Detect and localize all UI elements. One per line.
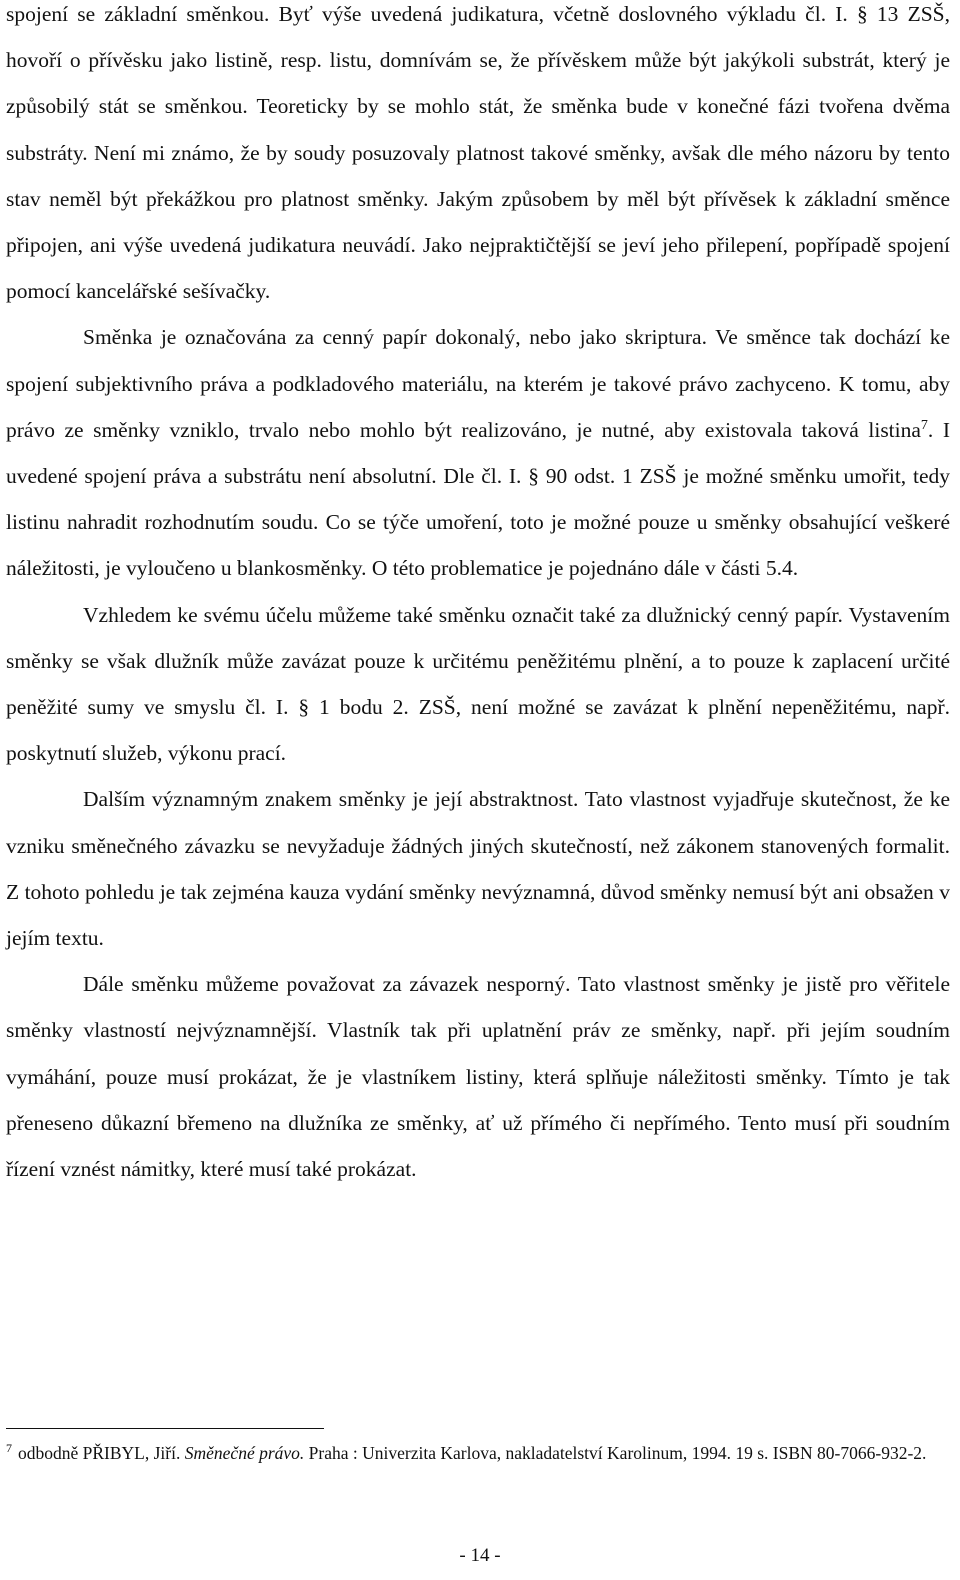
footnote bbox=[6, 1440, 950, 1467]
footnote-reference[interactable]: 7 bbox=[920, 417, 928, 433]
paragraph-1 bbox=[6, 0, 950, 314]
page-number: - 14 - bbox=[459, 1545, 501, 1566]
paragraph-5-text: Dále směnku můžeme považovat za závazek nesporný. Tato vlastnost směnky je jistě pro věřitele směnky vlastností nejvýznamnější. Vlastník tak při uplatnění práv ze směnky, např. při jejím soudním vymáhání, pouze musí prokázat, že je vlastníkem listiny, která splňuje náležitosti směnky. Tímto je tak přeneseno důkazní břemeno na dlužníka ze směnky, ať už přímého či nepřímého. Tento musí při soudním řízení vznést námitky, které musí také prokázat. bbox=[6, 972, 950, 1182]
footnote-number: 7 bbox=[6, 1441, 12, 1455]
paragraph-3 bbox=[6, 592, 950, 777]
paragraph-4-text: Dalším významným znakem směnky je její abstraktnost. Tato vlastnost vyjadřuje skutečnost, že ke vzniku směnečného závazku se nevyžaduje žádných jiných skutečností, než zákonem stanovených formalit. Z tohoto pohledu je tak zejména kauza vydání směnky nevýznamná, důvod směnky nemusí být ani obsažen v jejím textu. bbox=[6, 787, 950, 951]
footnote-author: odbodně PŘIBYL, Jiří. bbox=[18, 1443, 181, 1463]
footnote-divider bbox=[6, 1428, 324, 1429]
paragraph-5 bbox=[6, 961, 950, 1192]
paragraph-3-text: Vzhledem ke svému účelu můžeme také směnku označit také za dlužnický cenný papír. Vystavením směnky se však dlužník může zavázat pouze k určitému peněžitému plnění, a to pouze k zaplacení určité peněžité sumy ve smyslu čl. I. § 1 bodu 2. ZSŠ, není možné se zavázat k plnění nepeněžitému, např. poskytnutí služeb, výkonu prací. bbox=[6, 602, 950, 766]
paragraph-2-text-after: . I uvedené spojení práva a substrátu není absolutní. Dle čl. I. § 90 odst. 1 ZSŠ je možné směnku umořit, tedy listinu nahradit rozhodnutím soudu. Co se týče umoření, toto je možné pouze u směnky obsahující veškeré náležitosti, je vyloučeno u blankosměnky. O této problematice je pojednáno dále v části 5.4. bbox=[6, 417, 950, 581]
body-text bbox=[6, 0, 950, 1192]
paragraph-2-text-before: Směnka je označována za cenný papír dokonalý, nebo jako skriptura. Ve směnce tak dochází ke spojení subjektivního práva a podkladového materiálu, na kterém je takové právo zachyceno. K tomu, aby právo ze směnky vzniklo, trvalo nebo mohlo být realizováno, je nutné, aby existovala taková listina bbox=[6, 325, 950, 442]
footnote-title: Směnečné právo. bbox=[184, 1443, 305, 1463]
paragraph-1-text: spojení se základní směnkou. Byť výše uvedená judikatura, včetně doslovného výkladu čl. I. § 13 ZSŠ, hovoří o přívěsku jako listině, resp. listu, domnívám se, že přívěskem může být jakýkoli substrát, který je způsobilý stát se směnkou. Teoreticky by se mohlo stát, že směnka bude v konečné fázi tvořena dvěma substráty. Není mi známo, že by soudy posuzovaly platnost takové směnky, avšak dle mého názoru by tento stav neměl být překážkou pro platnost směnky. Jakým způsobem by měl být přívěsek k základní směnce připojen, ani výše uvedená judikatura neuvádí. Jako nejpraktičtější se jeví jeho přilepení, popřípadě spojení pomocí kancelářské sešívačky. bbox=[6, 2, 950, 304]
paragraph-4 bbox=[6, 776, 950, 961]
paragraph-2 bbox=[6, 314, 950, 591]
footnote-publication: Praha : Univerzita Karlova, nakladatelství Karolinum, 1994. 19 s. ISBN 80-7066-932-2. bbox=[308, 1443, 927, 1463]
